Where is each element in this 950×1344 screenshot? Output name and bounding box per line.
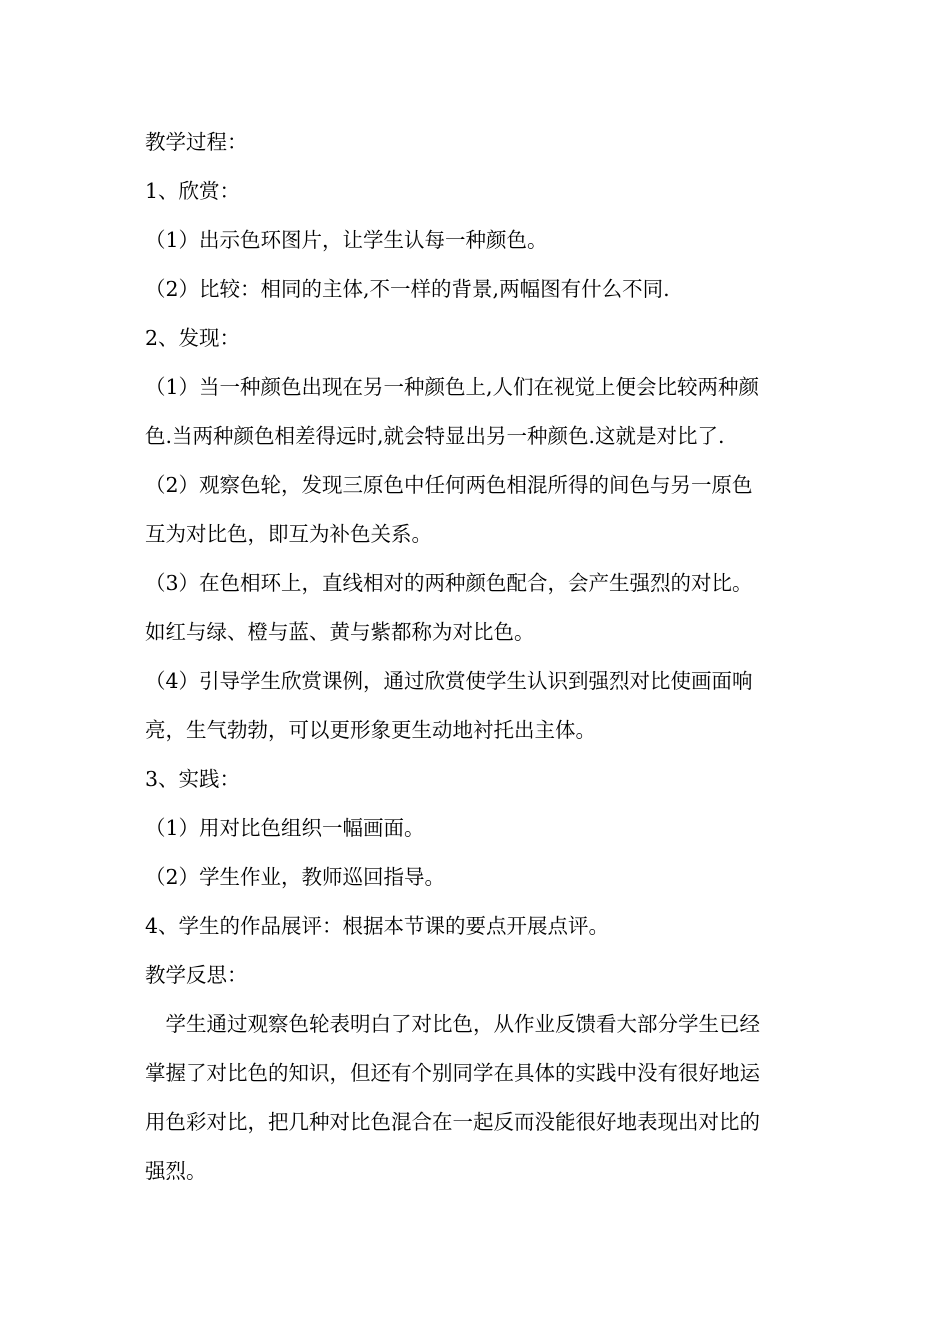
text-line: （1）当一种颜色出现在另一种颜色上,人们在视觉上便会比较两种颜 [145,375,760,399]
text-line: 用色彩对比，把几种对比色混合在一起反而没能很好地表现出对比的 [145,1110,760,1134]
text-line: （2）观察色轮，发现三原色中任何两色相混所得的间色与另一原色 [145,473,753,497]
text-line: （1）用对比色组织一幅画面。 [145,816,425,840]
text-line: 色.当两种颜色相差得远时,就会特显出另一种颜色.这就是对比了. [145,424,725,448]
section-heading-reflection: 教学反思： [145,963,248,987]
step-heading-evaluation: 4、学生的作品展评：根据本节课的要点开展点评。 [145,914,610,938]
section-heading-process: 教学过程： [145,130,248,154]
step-heading-discover: 2、发现： [145,326,241,350]
text-line: 如红与绿、橙与蓝、黄与紫都称为对比色。 [145,620,535,644]
text-line: 学生通过观察色轮表明白了对比色，从作业反馈看大部分学生已经 [145,1012,760,1036]
step-heading-appreciate: 1、欣赏： [145,179,241,203]
step-heading-practice: 3、实践： [145,767,241,791]
text-line: （2）比较：相同的主体,不一样的背景,两幅图有什么不同. [145,277,670,301]
text-line: 亮，生气勃勃，可以更形象更生动地衬托出主体。 [145,718,596,742]
text-line: （4）引导学生欣赏课例，通过欣赏使学生认识到强烈对比使画面响 [145,669,753,693]
text-line: （1）出示色环图片，让学生认每一种颜色。 [145,228,548,252]
text-line: 强烈。 [145,1159,207,1183]
text-line: （2）学生作业，教师巡回指导。 [145,865,446,889]
text-line: 掌握了对比色的知识，但还有个别同学在具体的实践中没有很好地运 [145,1061,760,1085]
document-body [145,118,813,1196]
text-line: 互为对比色，即互为补色关系。 [145,522,432,546]
text-line: （3）在色相环上，直线相对的两种颜色配合，会产生强烈的对比。 [145,571,753,595]
